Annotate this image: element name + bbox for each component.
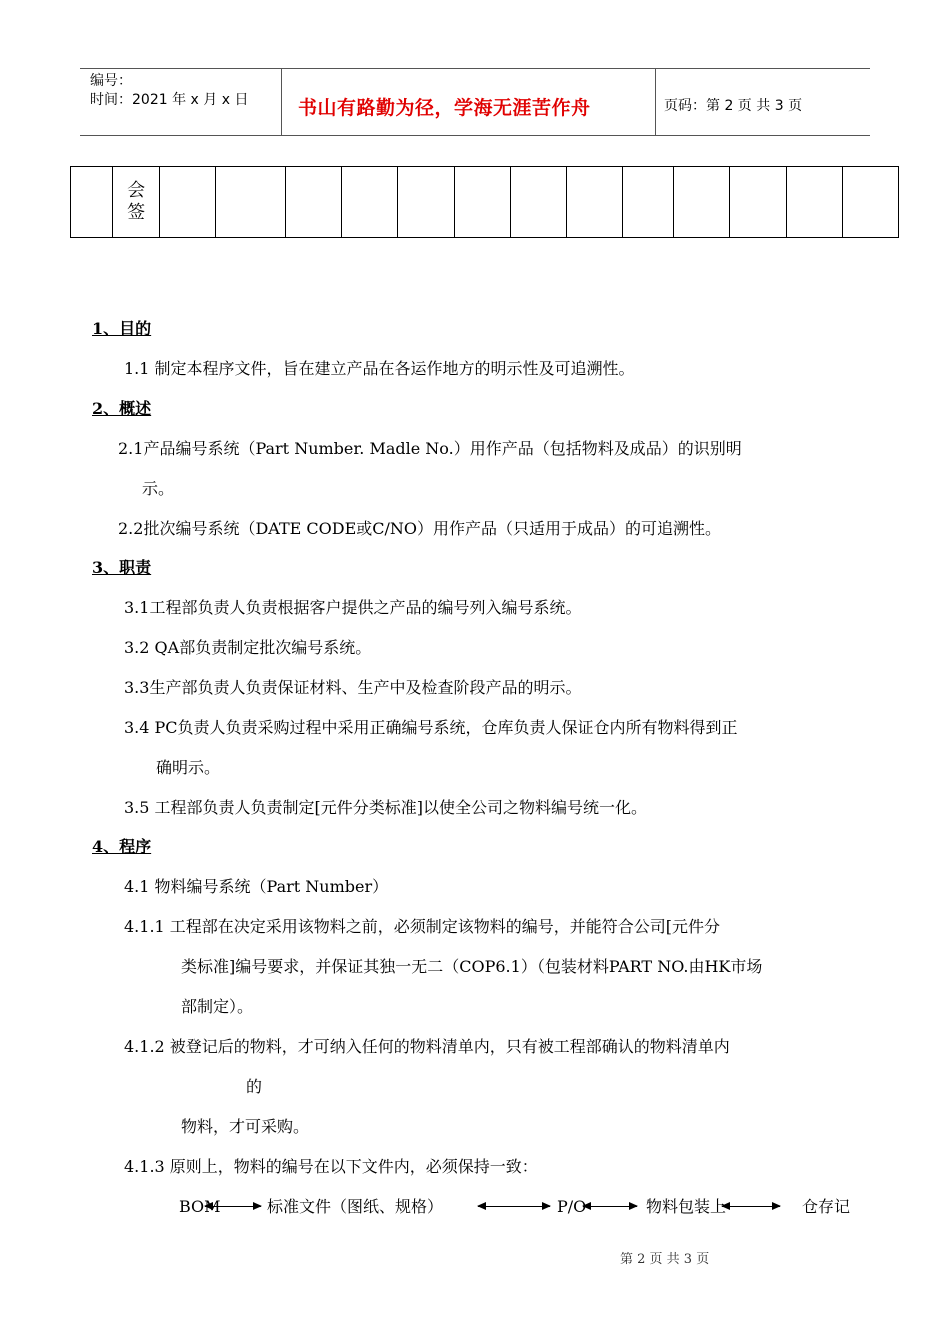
section-2-2: 2.2批次编号系统（DATE CODE或C/NO）用作产品（只适用于成品）的可追溯性。 — [118, 519, 722, 538]
signoff-cell — [842, 167, 898, 238]
section-4-1-3: 4.1.3 原则上，物料的编号在以下文件内，必须保持一致： — [124, 1157, 538, 1176]
header-page-info: 页码：第 2 页 共 3 页 — [664, 98, 803, 114]
section-2-1-line-1: 2.1产品编号系统（Part Number. Madle No.）用作产品（包括物料及成品）的识别明 — [118, 439, 742, 458]
signoff-label-cell — [113, 167, 160, 238]
signoff-cell — [286, 167, 342, 238]
section-4-1-2-line-1: 4.1.2 被登记后的物料，才可纳入任何的物料清单内，只有被工程部确认的物料清单内 — [124, 1037, 730, 1056]
double-arrow-icon — [722, 1206, 780, 1207]
section-1-1: 1.1 制定本程序文件，旨在建立产品在各运作地方的明示性及可追溯性。 — [124, 359, 635, 378]
section-3-5: 3.5 工程部负责人负责制定[元件分类标准]以使全公司之物料编号统一化。 — [124, 798, 648, 817]
header-number-label: 编号： — [90, 73, 132, 89]
signoff-cell — [566, 167, 622, 238]
signoff-cell — [510, 167, 566, 238]
header-divider-right — [655, 68, 656, 136]
flow-storage: 仓存记 — [802, 1197, 851, 1216]
signoff-cell — [398, 167, 454, 238]
section-3-3: 3.3生产部负责人负责保证材料、生产中及检查阶段产品的明示。 — [124, 678, 582, 697]
signoff-label: 会 签 — [127, 180, 146, 223]
section-4-1-2-line-2: 的 — [246, 1077, 263, 1096]
double-arrow-icon — [583, 1206, 637, 1207]
section-3-2: 3.2 QA部负责制定批次编号系统。 — [124, 638, 372, 657]
signoff-cell — [786, 167, 842, 238]
flow-po: P/O — [557, 1197, 587, 1216]
section-3-title: 3、职责 — [92, 558, 152, 577]
signoff-table — [70, 166, 899, 238]
signoff-cell — [342, 167, 398, 238]
flow-packaging: 物料包装上 — [646, 1197, 727, 1216]
double-arrow-icon — [478, 1206, 550, 1207]
header-top-rule — [80, 68, 870, 69]
section-4-1-1-line-3: 部制定）。 — [181, 997, 254, 1016]
signoff-cell — [454, 167, 510, 238]
section-4-title: 4、程序 — [92, 837, 152, 856]
flow-bom: BOM — [179, 1197, 221, 1216]
signoff-cell — [216, 167, 286, 238]
section-4-1-1-line-2: 类标准]编号要求，并保证其独一无二（COP6.1）（包装材料PART NO.由HK市场 — [181, 957, 763, 976]
signoff-cell — [623, 167, 674, 238]
page-footer: 第 2 页 共 3 页 — [620, 1252, 710, 1267]
section-2-1-line-2: 示。 — [142, 479, 175, 498]
signoff-cell — [159, 167, 215, 238]
signoff-cell — [71, 167, 113, 238]
section-1-title: 1、目的 — [92, 319, 152, 338]
section-3-4-line-2: 确明示。 — [156, 758, 221, 777]
section-3-4-line-1: 3.4 PC负责人负责采购过程中采用正确编号系统，仓库负责人保证仓内所有物料得到正 — [124, 718, 738, 737]
header-bottom-rule — [80, 135, 870, 136]
section-2-title: 2、概述 — [92, 399, 152, 418]
section-4-1: 4.1 物料编号系统（Part Number） — [124, 877, 389, 896]
section-4-1-1-line-1: 4.1.1 工程部在决定采用该物料之前，必须制定该物料的编号，并能符合公司[元件分 — [124, 917, 721, 936]
flow-standard: 标准文件（图纸、规格） — [267, 1197, 444, 1216]
header-motto: 书山有路勤为径，学海无涯苦作舟 — [298, 97, 591, 119]
signoff-cell — [730, 167, 786, 238]
header-time: 时间：2021 年 x 月 x 日 — [90, 92, 249, 108]
section-4-1-2-line-3: 物料，才可采购。 — [181, 1117, 310, 1136]
double-arrow-icon — [205, 1206, 261, 1207]
signoff-cell — [674, 167, 730, 238]
section-3-1: 3.1工程部负责人负责根据客户提供之产品的编号列入编号系统。 — [124, 598, 582, 617]
header-divider-left — [281, 68, 282, 136]
